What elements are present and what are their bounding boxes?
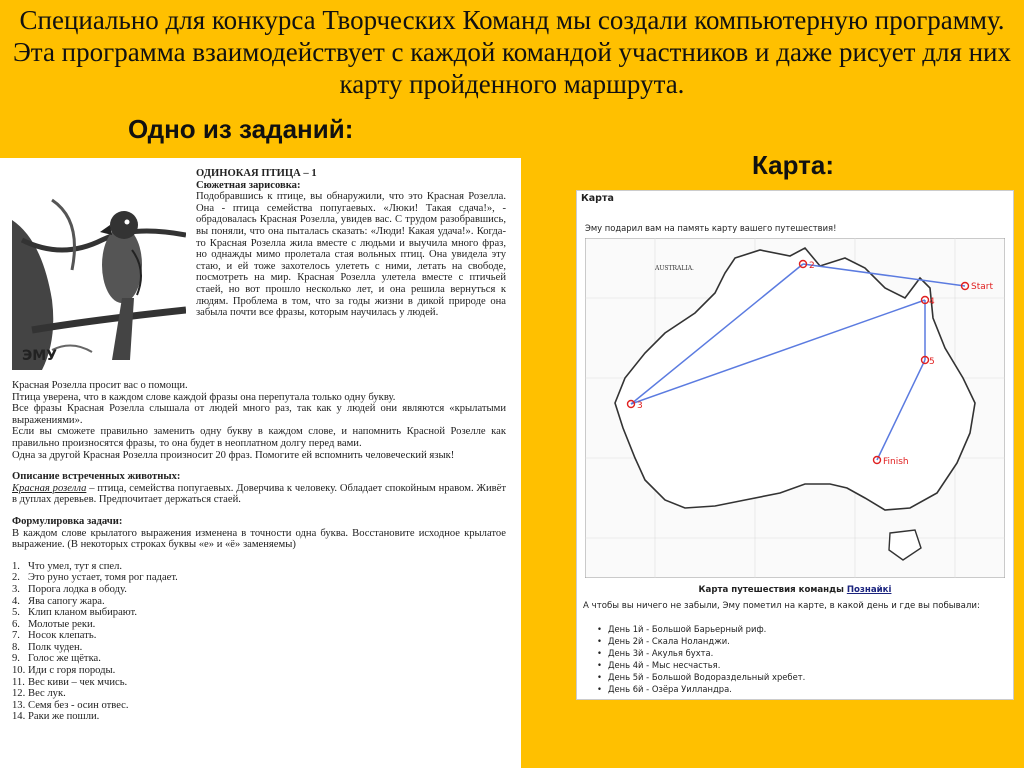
- animals-heading: Описание встреченных животных:: [12, 471, 181, 483]
- waypoint-finish-label: Finish: [883, 457, 909, 467]
- waypoint-4-label: 4: [929, 297, 935, 307]
- map-panel: [576, 190, 1014, 700]
- map-caption: Карта путешествия команды Познайкі: [698, 585, 892, 595]
- waypoint-start-label: Start: [971, 282, 993, 292]
- problem-heading: Формулировка задачи:: [12, 515, 123, 527]
- map-panel-subtitle: Эму подарил вам на память карту вашего путешествия!: [585, 223, 837, 233]
- animal-description: [12, 483, 506, 506]
- list-item: 4. Ява сапогу жара.: [12, 595, 105, 607]
- task-heading: Одно из заданий:: [128, 114, 354, 144]
- region-label: AUSTRALIA.: [655, 265, 694, 272]
- list-item: 12. Вес лук.: [12, 688, 66, 700]
- list-item: 10. Иди с горя породы.: [12, 665, 116, 677]
- day-list: [597, 623, 805, 695]
- task-paragraph: Одна за другой Красная Розелла произносит 20 фраз. Помогите ей вспомнить человеческий язык!: [12, 449, 455, 461]
- list-item: • День 3й - Акулья бухта.: [597, 647, 805, 659]
- list-item: 5. Клип кланом выбирают.: [12, 607, 138, 619]
- task-paragraph: Если вы сможете правильно заменить одну букву в каждом слове, и напомнить Красной Розелле как правильно произносятся фразы, то она будет в неоплатном долгу перед вами.: [12, 426, 506, 449]
- list-item: 7. Носок клепать.: [12, 630, 97, 642]
- story-text: Подобравшись к птице, вы обнаружили, что это Красная Розелла. Она - птица семейства попугаевых. «Люки! Такая сдача!», - обрадовалась Красная Розелла, увидев вас. С трудом разобравшись, вы поняли, что она пыталась сказать: «Люди! Какая удача!». Когда-то Красная Розелла жила вместе с людьми и выучила много фраз, но однажды мимо пролетала стая вольных птиц. Она увидела эту стаю, и ей тоже захотелось улететь с ними, летать на свободе, посмотреть на мир. Красная Розелла улетела вместе с птичьей стаей, но вот прошло несколько лет, и она решила вернуться к людям. Проблема в том, что за годы жизни в дикой природе она забыла почти все фразы, которым научилась у людей.: [196, 191, 506, 319]
- list-item: 2. Это руно устает, томя рог падает.: [12, 572, 178, 584]
- task-paragraph: Птица уверена, что в каждом слове каждой фразы она перепутала только одну букву.: [12, 391, 396, 403]
- waypoint-5-label: 5: [929, 357, 935, 367]
- task-paragraph: Красная Розелла просит вас о помощи.: [12, 380, 188, 391]
- waypoint-3-label: 3: [637, 401, 643, 411]
- problem-text: В каждом слове крылатого выражения изменена в точности одна буква. Восстановите исходное крылатое выражение. (В некоторых строках буквы «е» и «ё» заменяемы): [12, 527, 506, 551]
- list-item: • День 4й - Мыс несчастья.: [597, 659, 805, 671]
- route-map: [585, 238, 1005, 578]
- story-block: [196, 168, 506, 319]
- svg-text:ЭМУ: ЭМУ: [22, 348, 57, 364]
- list-item: 13. Семя без - осин отвес.: [12, 699, 129, 711]
- animal-desc: – птица, семейства попугаевых. Доверчива к человеку. Обладает спокойным нравом. Живёт в дуплах деревьев. Предпочитает держаться стаей.: [12, 482, 506, 506]
- phrase-list: [12, 561, 506, 723]
- map-heading: Карта:: [752, 150, 835, 180]
- list-item: 9. Голос же щётка.: [12, 653, 101, 665]
- list-item: 6. Молотые реки.: [12, 618, 96, 630]
- list-item: 1. Что умел, тут я спел.: [12, 560, 123, 572]
- page-title: Специально для конкурса Творческих Команд мы создали компьютерную программу. Эта программа взаимодействует с каждой командой участников и даже рисует для них карту пройденного маршрута.: [12, 5, 1012, 99]
- parrot-illustration: [12, 180, 186, 370]
- list-item: 14. Раки же пошли.: [12, 711, 100, 723]
- animal-name: Красная розелла: [12, 482, 87, 494]
- task-paragraph: Все фразы Красная Розелла слышала от людей много раз, так как у людей они являются «крылатыми выражениями».: [12, 403, 506, 426]
- task-sheet: [0, 158, 521, 768]
- task-title: ОДИНОКАЯ ПТИЦА – 1: [196, 168, 317, 179]
- list-item: • День 1й - Большой Барьерный риф.: [597, 623, 805, 635]
- list-item: 8. Полк чуден.: [12, 641, 83, 653]
- map-panel-title: Карта: [581, 193, 614, 204]
- team-link[interactable]: Познайкі: [846, 585, 892, 595]
- waypoint-2-label: 2: [809, 261, 815, 271]
- task-body: [12, 380, 506, 723]
- list-item: • День 2й - Скала Ноланджи.: [597, 635, 805, 647]
- list-item: • День 6й - Озёра Уилландра.: [597, 683, 805, 695]
- list-item: 11. Вес киви – чек мчись.: [12, 676, 128, 688]
- task-subtitle: Сюжетная зарисовка:: [196, 179, 301, 191]
- map-intro: А чтобы вы ничего не забыли, Эму пометил на карте, в какой день и где вы побывали:: [583, 601, 980, 611]
- list-item: 3. Порога лодка в ободу.: [12, 583, 127, 595]
- list-item: • День 5й - Большой Водораздельный хребет.: [597, 671, 805, 683]
